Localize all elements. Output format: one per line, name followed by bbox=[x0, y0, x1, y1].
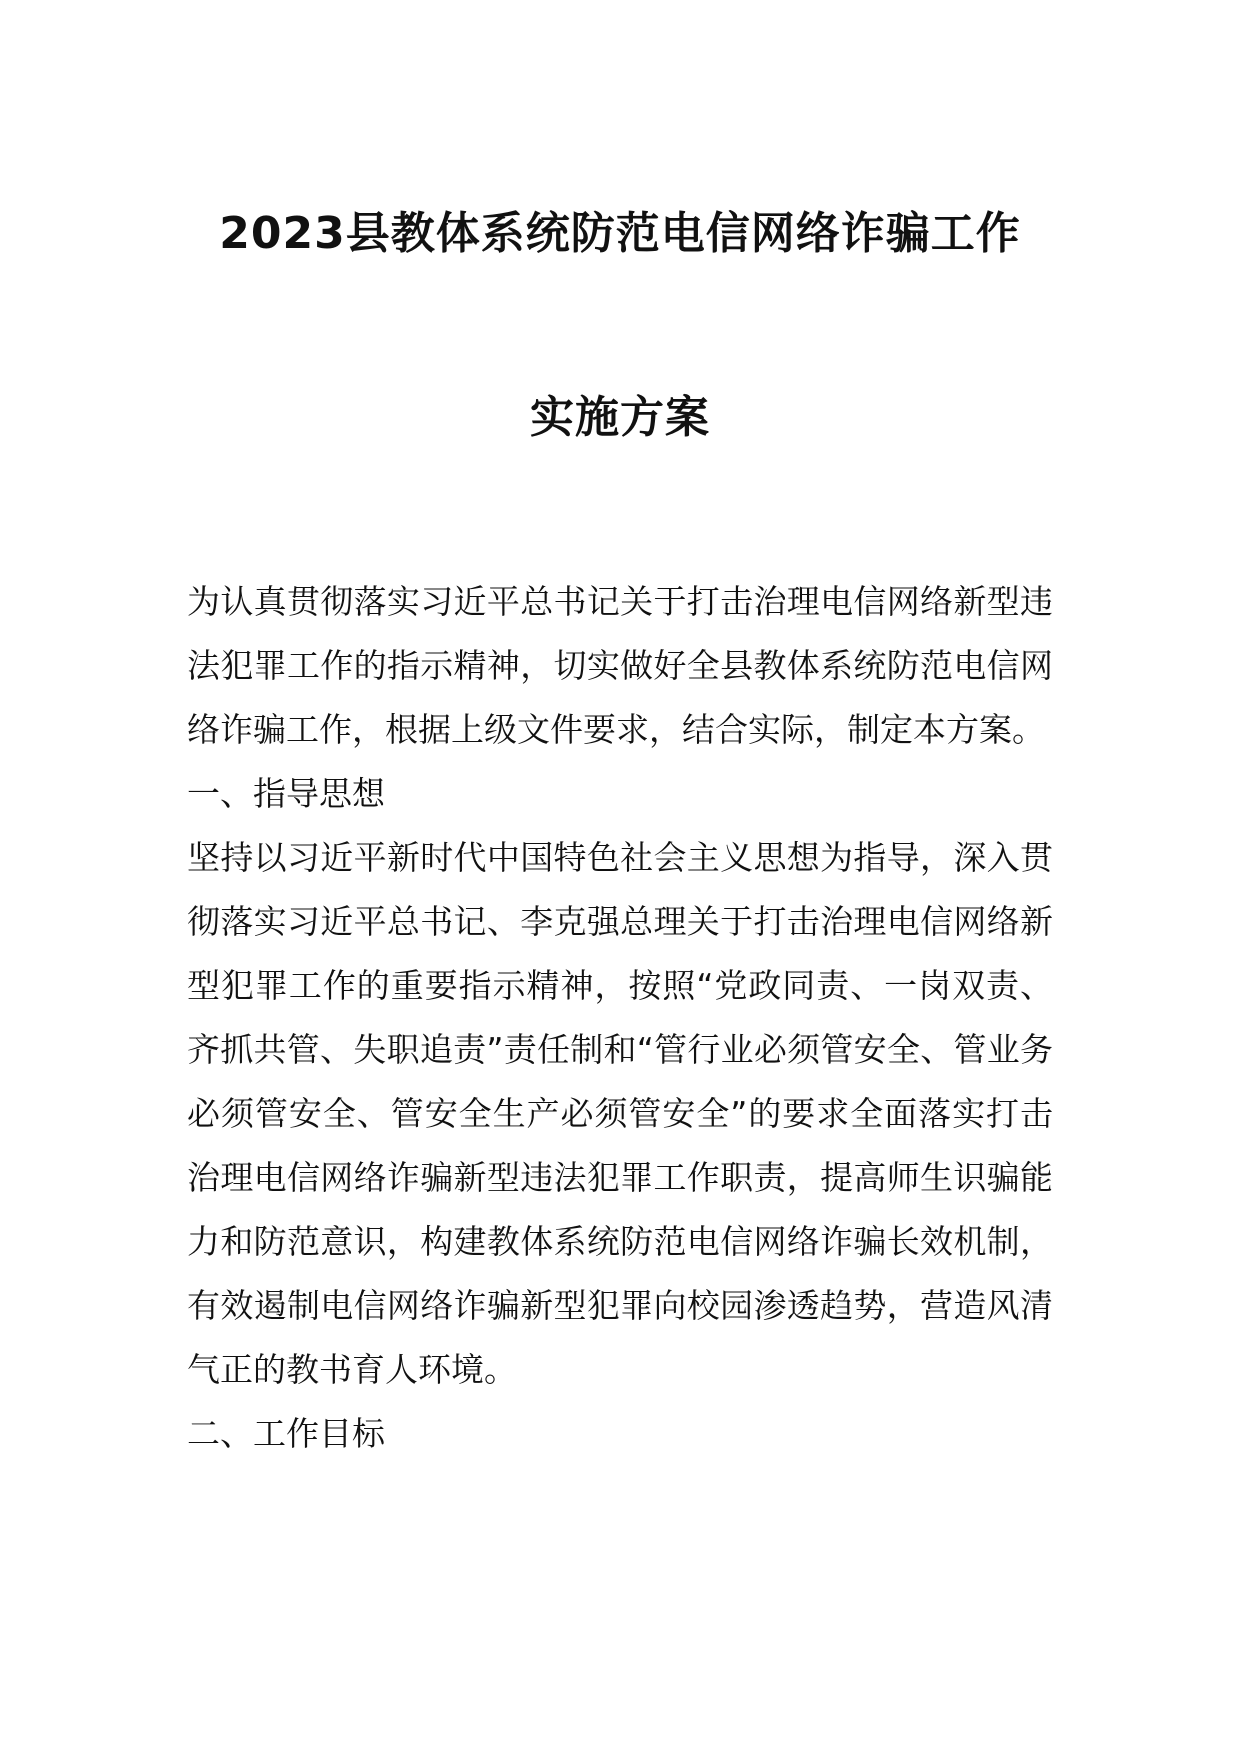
section-heading-guiding-ideology: 一、指导思想 bbox=[187, 774, 385, 813]
intro-paragraph: 为认真贯彻落实习近平总书记关于打击治理电信网络新型违法犯罪工作的指示精神，切实做好全县教体系统防范电信网络诈骗工作，根据上级文件要求，结合实际，制定本方案。 bbox=[187, 582, 1053, 749]
document-body bbox=[187, 570, 1053, 1466]
section-heading-work-goals: 二、工作目标 bbox=[187, 1414, 385, 1453]
section-paragraph-guiding-ideology: 坚持以习近平新时代中国特色社会主义思想为指导，深入贯彻落实习近平总书记、李克强总理关于打击治理电信网络新型犯罪工作的重要指示精神，按照“党政同责、一岗双责、齐抓共管、失职追责”责任制和“管行业必须管安全、管业务必须管安全、管安全生产必须管安全”的要求全面落实打击治理电信网络诈骗新型违法犯罪工作职责，提高师生识骗能力和防范意识，构建教体系统防范电信网络诈骗长效机制，有效遏制电信网络诈骗新型犯罪向校园渗透趋势，营造风清气正的教书育人环境。 bbox=[187, 838, 1053, 1389]
document-title-line-1: 2023县教体系统防范电信网络诈骗工作 bbox=[219, 208, 1021, 259]
document-title-line-2: 实施方案 bbox=[530, 392, 710, 443]
